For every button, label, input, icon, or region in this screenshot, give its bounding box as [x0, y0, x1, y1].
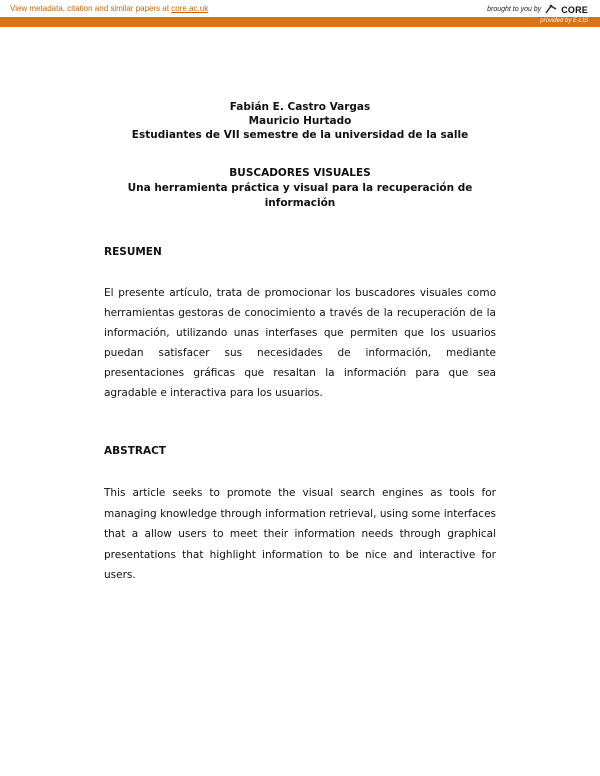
title-block — [104, 166, 496, 211]
brought-text: brought to you by — [487, 6, 542, 13]
core-metadata-link[interactable] — [10, 4, 208, 13]
paper-title: BUSCADORES VISUALES — [229, 167, 371, 179]
author-block — [104, 100, 496, 142]
core-logo-text: CORE — [561, 4, 588, 15]
core-link-prefix: View metadata, citation and similar papers at — [10, 4, 172, 13]
core-link-host[interactable]: core.ac.uk — [171, 4, 209, 13]
abstract-heading: ABSTRACT — [104, 445, 166, 457]
author-name: Mauricio Hurtado — [248, 115, 352, 127]
paper-subtitle: Una herramienta práctica y visual para la recuperación de información — [127, 182, 473, 209]
author-affiliation: Estudiantes de VII semestre de la universidad de la salle — [131, 129, 469, 141]
core-banner — [0, 0, 600, 17]
core-orange-bar — [0, 17, 600, 27]
brought-by-core[interactable] — [487, 4, 588, 15]
provided-by-text: provided by E-LIS — [540, 18, 588, 24]
resumen-paragraph: El presente artículo, trata de promocionar los buscadores visuales como herramientas gestoras de conocimiento a través de la recuperación de la información, utilizando unas interfases que permiten que los usuarios puedan satisfacer sus necesidades de información, mediante presentaciones gráficas que resaltan la información para que sea agradable e interactiva para los usuarios. — [104, 287, 496, 399]
resumen-heading: RESUMEN — [104, 246, 162, 258]
paper-body — [104, 100, 496, 581]
abstract-paragraph: This article seeks to promote the visual search engines as tools for managing knowledge through information retrieval, using some interfaces that a allow users to meet their information needs through graphical presentations that highlight information to be nice and interactive for users. — [104, 487, 496, 581]
core-logo-icon — [544, 4, 558, 15]
author-name: Fabián E. Castro Vargas — [229, 101, 371, 113]
